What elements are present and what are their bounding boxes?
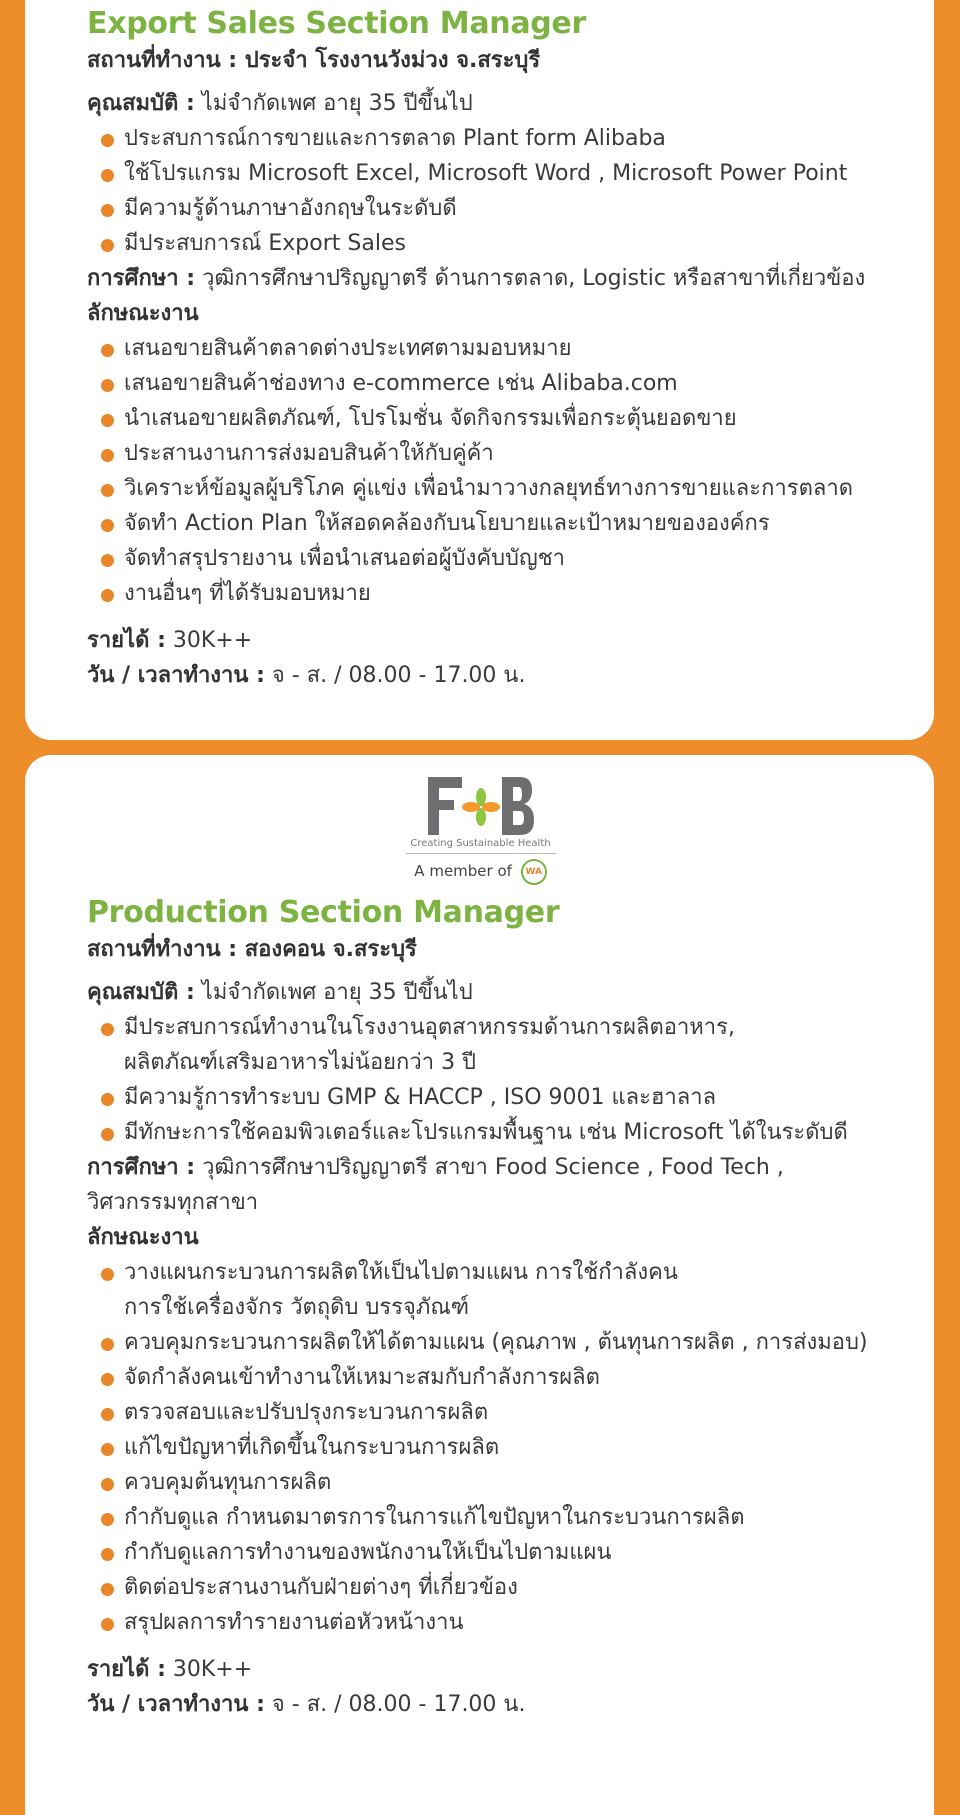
job-card-production	[25, 755, 934, 1815]
qualification-label: คุณสมบัติ :	[87, 980, 195, 1005]
qualification-line	[87, 975, 914, 1010]
list-item: ติดต่อประสานงานกับฝ่ายต่างๆ ที่เกี่ยวข้อง	[87, 1570, 914, 1605]
list-item: กำกับดูแล กำหนดมาตรการในการแก้ไขปัญหาในกระบวนการผลิต	[87, 1500, 914, 1535]
list-item: วิเคราะห์ข้อมูลผู้บริโภค คู่แข่ง เพื่อนำมาวางกลยุทธ์ทางการขายและการตลาด	[87, 471, 914, 506]
hours-value: จ - ส. / 08.00 - 17.00 น.	[271, 663, 526, 688]
hours-line	[87, 658, 914, 693]
list-item: วางแผนกระบวนการผลิตให้เป็นไปตามแผน การใช้กำลังคน การใช้เครื่องจักร วัตถุดิบ บรรจุภัณฑ์	[87, 1255, 704, 1325]
education-text: วุฒิการศึกษาปริญญาตรี สาขา Food Science , Food Tech , วิศวกรรมทุกสาขา	[87, 1155, 784, 1215]
qualification-text: ไม่จำกัดเพศ อายุ 35 ปีขึ้นไป	[201, 980, 473, 1005]
duties-list	[87, 331, 914, 611]
list-item: เสนอขายสินค้าช่องทาง e-commerce เช่น Alibaba.com	[87, 366, 914, 401]
job-card-export-sales	[25, 0, 934, 740]
fnb-logo-icon	[426, 775, 536, 837]
list-item: ควบคุมต้นทุนการผลิต	[87, 1465, 914, 1500]
company-logo	[361, 775, 601, 885]
duties-list	[87, 1255, 914, 1640]
list-item: สรุปผลการทำรายงานต่อหัวหน้างาน	[87, 1605, 914, 1640]
list-item: มีทักษะการใช้คอมพิวเตอร์และโปรแกรมพื้นฐาน เช่น Microsoft ได้ในระดับดี	[87, 1115, 914, 1150]
salary-value: 30K++	[172, 1657, 253, 1682]
job-location: สถานที่ทำงาน : ประจำ โรงงานวังม่วง จ.สระบุรี	[87, 48, 541, 73]
education-line	[87, 1150, 827, 1220]
member-text: A member of	[414, 862, 512, 880]
list-item: ประสบการณ์การขายและการตลาด Plant form Alibaba	[87, 121, 914, 156]
education-text: วุฒิการศึกษาปริญญาตรี ด้านการตลาด, Logistic หรือสาขาที่เกี่ยวข้อง	[202, 266, 866, 291]
list-item: แก้ไขปัญหาที่เกิดขึ้นในกระบวนการผลิต	[87, 1430, 914, 1465]
wa-badge-icon: WA	[521, 859, 547, 885]
job-title: Production Section Manager	[87, 895, 560, 930]
list-item: ตรวจสอบและปรับปรุงกระบวนการผลิต	[87, 1395, 914, 1430]
hours-label: วัน / เวลาทำงาน :	[87, 1692, 265, 1717]
job-location: สถานที่ทำงาน : สองคอน จ.สระบุรี	[87, 937, 417, 962]
salary-label: รายได้ :	[87, 1657, 166, 1682]
hours-label: วัน / เวลาทำงาน :	[87, 663, 265, 688]
duties-heading: ลักษณะงาน	[87, 1225, 199, 1250]
list-item: มีความรู้ด้านภาษาอังกฤษในระดับดี	[87, 191, 914, 226]
duties-heading: ลักษณะงาน	[87, 301, 199, 326]
education-label: การศึกษา :	[87, 1155, 196, 1180]
qualification-list	[87, 1010, 914, 1150]
education-line	[87, 261, 914, 296]
list-item: ประสานงานการส่งมอบสินค้าให้กับคู่ค้า	[87, 436, 914, 471]
list-item: มีประสบการณ์ Export Sales	[87, 226, 914, 261]
list-item: มีความรู้การทำระบบ GMP & HACCP , ISO 9001 และฮาลาล	[87, 1080, 914, 1115]
list-item: งานอื่นๆ ที่ได้รับมอบหมาย	[87, 576, 914, 611]
salary-line	[87, 623, 914, 658]
list-item: ใช้โปรแกรม Microsoft Excel, Microsoft Word , Microsoft Power Point	[87, 156, 914, 191]
qualification-text: ไม่จำกัดเพศ อายุ 35 ปีขึ้นไป	[201, 91, 473, 116]
salary-label: รายได้ :	[87, 628, 166, 653]
list-item: จัดทำสรุปรายงาน เพื่อนำเสนอต่อผู้บังคับบัญชา	[87, 541, 914, 576]
qualification-label: คุณสมบัติ :	[87, 91, 195, 116]
hours-line	[87, 1687, 914, 1722]
education-label: การศึกษา :	[87, 266, 196, 291]
job-title: Export Sales Section Manager	[87, 6, 586, 41]
list-item: จัดทำ Action Plan ให้สอดคล้องกับนโยบายและเป้าหมายขององค์กร	[87, 506, 914, 541]
salary-value: 30K++	[172, 628, 253, 653]
qualification-list	[87, 121, 914, 261]
list-item: จัดกำลังคนเข้าทำงานให้เหมาะสมกับกำลังการผลิต	[87, 1360, 914, 1395]
logo-tagline: Creating Sustainable Health	[410, 838, 551, 849]
member-of	[361, 857, 601, 885]
list-item: เสนอขายสินค้าตลาดต่างประเทศตามมอบหมาย	[87, 331, 914, 366]
hours-value: จ - ส. / 08.00 - 17.00 น.	[271, 1692, 526, 1717]
qualification-line	[87, 86, 914, 121]
list-item: มีประสบการณ์ทำงานในโรงงานอุตสาหกรรมด้านการผลิตอาหาร, ผลิตภัณฑ์เสริมอาหารไม่น้อยกว่า 3 ปี	[87, 1010, 744, 1080]
logo-divider	[406, 853, 556, 854]
list-item: ควบคุมกระบวนการผลิตให้ได้ตามแผน (คุณภาพ , ต้นทุนการผลิต , การส่งมอบ)	[87, 1325, 914, 1360]
list-item: นำเสนอขายผลิตภัณฑ์, โปรโมชั่น จัดกิจกรรมเพื่อกระตุ้นยอดขาย	[87, 401, 914, 436]
salary-line	[87, 1652, 914, 1687]
list-item: กำกับดูแลการทำงานของพนักงานให้เป็นไปตามแผน	[87, 1535, 914, 1570]
